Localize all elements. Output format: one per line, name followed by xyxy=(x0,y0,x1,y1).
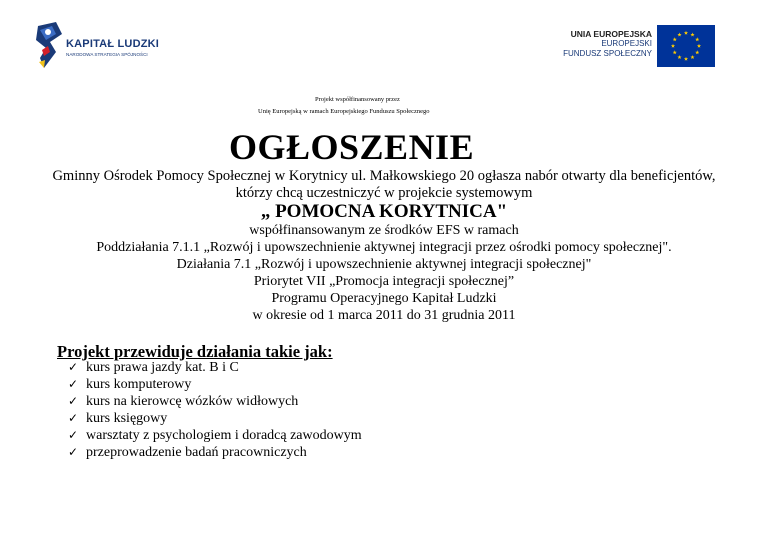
intro-line2: którzy chcą uczestniczyć w projekcie systemowym xyxy=(235,185,533,201)
details-line: Priorytet VII „Promocja integracji społecznej” xyxy=(253,274,515,289)
intro-line1: Gminny Ośrodek Pomocy Społecznej w Korytnicy ul. Małkowskiego 20 ogłasza nabór otwarty dla beneficjentów, xyxy=(52,168,716,184)
checkmark-icon: ✓ xyxy=(68,411,79,425)
list-item xyxy=(68,376,362,393)
list-item xyxy=(68,410,362,427)
eu-logo-line1: UNIA EUROPEJSKA xyxy=(570,29,652,39)
activities-heading: Projekt przewiduje działania takie jak: xyxy=(57,342,333,361)
cofund-line1: Projekt współfinansowany przez xyxy=(315,96,400,103)
list-item-label: kurs na kierowcę wózków widłowych xyxy=(86,394,299,409)
page-title: OGŁOSZENIE xyxy=(229,127,475,167)
eu-logo-text xyxy=(563,29,652,59)
list-item-label: warsztaty z psychologiem i doradcą zawodowym xyxy=(86,428,362,443)
list-item-label: kurs komputerowy xyxy=(86,377,192,392)
cofund-line2: Unię Europejską w ramach Europejskiego Funduszu Społecznego xyxy=(258,108,430,115)
eu-logo-line3: FUNDUSZ SPOŁECZNY xyxy=(563,49,652,58)
kapital-ludzki-logo xyxy=(36,22,166,70)
checkmark-icon: ✓ xyxy=(68,360,79,374)
details-line: Poddziałania 7.1.1 „Rozwój i upowszechnienie aktywnej integracji przez ośrodki pomocy społecznej". xyxy=(96,240,672,255)
kapital-ludzki-subtitle: NARODOWA STRATEGIA SPÓJNOŚCI xyxy=(66,52,148,57)
list-item xyxy=(68,393,362,410)
checkmark-icon: ✓ xyxy=(68,377,79,391)
details-line: Programu Operacyjnego Kapitał Ludzki xyxy=(271,291,497,306)
kapital-ludzki-emblem-icon xyxy=(36,22,64,70)
project-details xyxy=(0,222,768,324)
details-line: Działania 7.1 „Rozwój i upowszechnienie aktywnej integracji społecznej" xyxy=(176,257,592,272)
details-line: w okresie od 1 marca 2011 do 31 grudnia 2011 xyxy=(252,308,516,323)
list-item-label: kurs prawa jazdy kat. B i C xyxy=(86,360,239,375)
kapital-ludzki-title: KAPITAŁ LUDZKI xyxy=(66,38,160,50)
list-item xyxy=(68,359,362,376)
checkmark-icon: ✓ xyxy=(68,394,79,408)
list-item xyxy=(68,427,362,444)
checkmark-icon: ✓ xyxy=(68,428,79,442)
checkmark-icon: ✓ xyxy=(68,445,79,459)
list-item-label: kurs księgowy xyxy=(86,411,168,426)
details-line: współfinansowanym ze środków EFS w ramach xyxy=(249,223,519,238)
project-name: „ POMOCNA KORYTNICA" xyxy=(260,201,508,222)
intro-text xyxy=(0,168,768,202)
list-item-label: przeprowadzenie badań pracowniczych xyxy=(86,445,307,460)
eu-logo-line2: EUROPEJSKI xyxy=(601,39,652,48)
list-item xyxy=(68,444,362,461)
eu-flag-icon xyxy=(657,25,715,67)
activities-list xyxy=(68,359,362,461)
